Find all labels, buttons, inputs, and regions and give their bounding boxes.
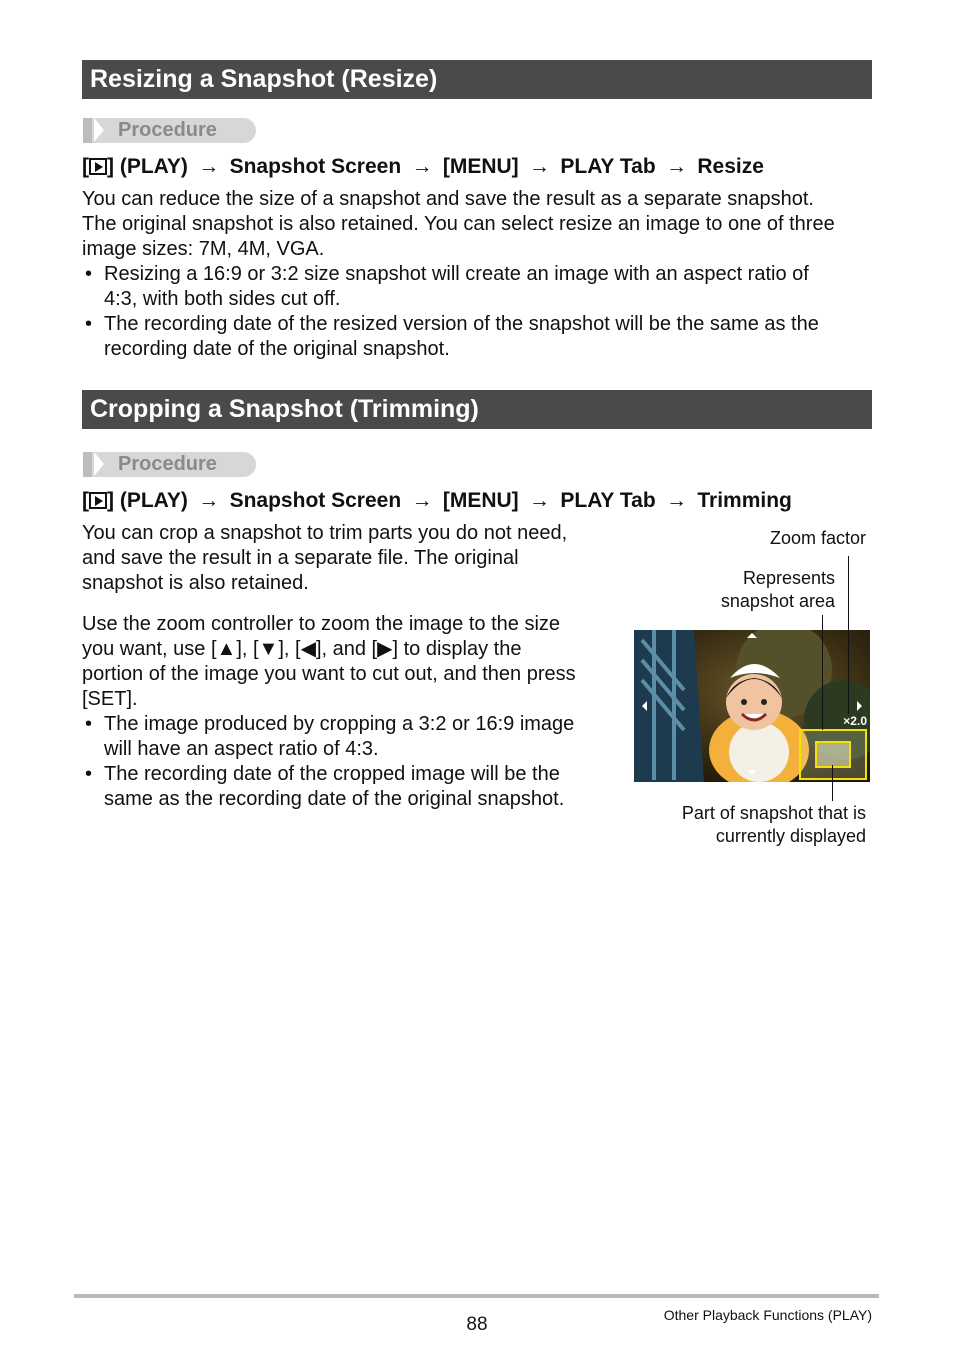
- text-line: recording date of the original snapshot.: [104, 338, 450, 360]
- text-line: You can crop a snapshot to trim parts you do not need,: [82, 522, 568, 544]
- text-line: image sizes: 7M, 4M, VGA.: [82, 238, 325, 260]
- procedure-path-trimming: [82, 488, 792, 514]
- path-step-menu: [MENU]: [442, 489, 519, 512]
- text-line: snapshot is also retained.: [82, 572, 309, 594]
- trimming-intro: [82, 521, 567, 596]
- path-bracket: [: [82, 155, 89, 178]
- trimming-zoom-instructions: [82, 612, 576, 712]
- text-line: 4:3, with both sides cut off.: [104, 288, 341, 310]
- path-bracket: [: [82, 489, 89, 512]
- arrow-right-icon: →: [411, 489, 433, 512]
- text-line: The recording date of the resized version of the snapshot will be the same as the: [104, 313, 819, 335]
- text-line: currently displayed: [715, 826, 866, 846]
- text-line: Represents: [742, 568, 835, 588]
- trimming-bullet-2: [85, 762, 565, 812]
- path-step-play-tab: PLAY Tab: [560, 489, 656, 512]
- procedure-path-resize: [82, 154, 764, 180]
- text-line: Use the zoom controller to zoom the image to the size: [82, 613, 561, 635]
- text-line: same as the recording date of the original snapshot.: [104, 788, 565, 810]
- resize-bullet-1: [85, 262, 809, 312]
- resize-intro: [82, 187, 835, 262]
- path-step-menu: [MENU]: [442, 155, 519, 178]
- camera-screen-illustration: [634, 630, 870, 782]
- path-play: ] (PLAY): [107, 489, 188, 512]
- procedure-badge-tab: [83, 452, 92, 477]
- path-step-snapshot-screen: Snapshot Screen: [229, 155, 402, 178]
- photo-face: [726, 674, 782, 730]
- text-line: Part of snapshot that is: [681, 803, 866, 823]
- text-line: The original snapshot is also retained. You can select resize an image to one of three: [82, 213, 835, 235]
- procedure-badge-tab: [83, 118, 92, 143]
- text-line: portion of the image you want to cut out, and then press: [82, 663, 576, 685]
- play-button-icon: [89, 158, 107, 175]
- procedure-label: Procedure: [118, 119, 217, 141]
- arrow-right-icon: →: [666, 155, 688, 178]
- path-step-trimming: Trimming: [697, 489, 792, 512]
- path-step-play-tab: PLAY Tab: [560, 155, 656, 178]
- bullet-dot: •: [85, 263, 93, 285]
- play-button-icon: [89, 492, 107, 509]
- procedure-label: Procedure: [118, 453, 217, 475]
- procedure-badge-chevron-icon: [94, 118, 104, 142]
- arrow-right-icon: →: [529, 489, 551, 512]
- bullet-dot: •: [85, 313, 93, 335]
- path-step-resize: Resize: [697, 155, 764, 178]
- photo-eye: [761, 699, 767, 705]
- arrow-right-icon: →: [411, 155, 433, 178]
- section-heading-trimming: Cropping a Snapshot (Trimming): [82, 390, 872, 429]
- text-line: will have an aspect ratio of 4:3.: [104, 738, 379, 760]
- displayed-part-frame: [816, 742, 850, 767]
- camera-screen-image: [634, 630, 870, 782]
- procedure-badge: [83, 118, 256, 143]
- text-line: You can reduce the size of a snapshot and save the result as a separate snapshot.: [82, 188, 814, 210]
- bullet-dot: •: [85, 763, 93, 785]
- text-line: you want, use [▲], [▼], [◀], and [▶] to display the: [82, 638, 522, 660]
- text-line: Resizing a 16:9 or 3:2 size snapshot will create an image with an aspect ratio of: [104, 263, 809, 285]
- footer-section-title: Other Playback Functions (PLAY): [663, 1307, 872, 1323]
- caption-represents-snapshot-area: [721, 567, 835, 613]
- leader-line-snapshot-area: [822, 615, 823, 730]
- resize-bullet-2: [85, 312, 819, 362]
- bullet-dot: •: [85, 713, 93, 735]
- trimming-bullet-1: [85, 712, 575, 762]
- path-step-snapshot-screen: Snapshot Screen: [229, 489, 402, 512]
- arrow-right-icon: →: [666, 489, 688, 512]
- arrow-right-icon: →: [198, 155, 220, 178]
- procedure-badge: [83, 452, 256, 477]
- arrow-right-icon: →: [529, 155, 551, 178]
- section-heading-resize: Resizing a Snapshot (Resize): [82, 60, 872, 99]
- text-line: The recording date of the cropped image will be the: [104, 763, 560, 785]
- caption-zoom-factor: Zoom factor: [769, 528, 866, 548]
- zoom-readout: ×2.0: [843, 714, 867, 728]
- text-line: The image produced by cropping a 3:2 or 16:9 image: [104, 713, 575, 735]
- arrow-right-icon: →: [198, 489, 220, 512]
- leader-line-displayed-part: [832, 765, 833, 801]
- page-number: 88: [466, 1314, 488, 1335]
- leader-line-zoom-factor: [848, 556, 849, 714]
- path-play: ] (PLAY): [107, 155, 188, 178]
- text-line: and save the result in a separate file. The original: [82, 547, 519, 569]
- text-line: [SET].: [82, 688, 138, 710]
- text-line: snapshot area: [720, 591, 835, 611]
- procedure-badge-chevron-icon: [94, 452, 104, 476]
- photo-eye: [741, 699, 747, 705]
- photo-apron: [729, 722, 789, 782]
- caption-part-of-snapshot-displayed: [682, 802, 866, 848]
- footer-rule: [74, 1294, 879, 1298]
